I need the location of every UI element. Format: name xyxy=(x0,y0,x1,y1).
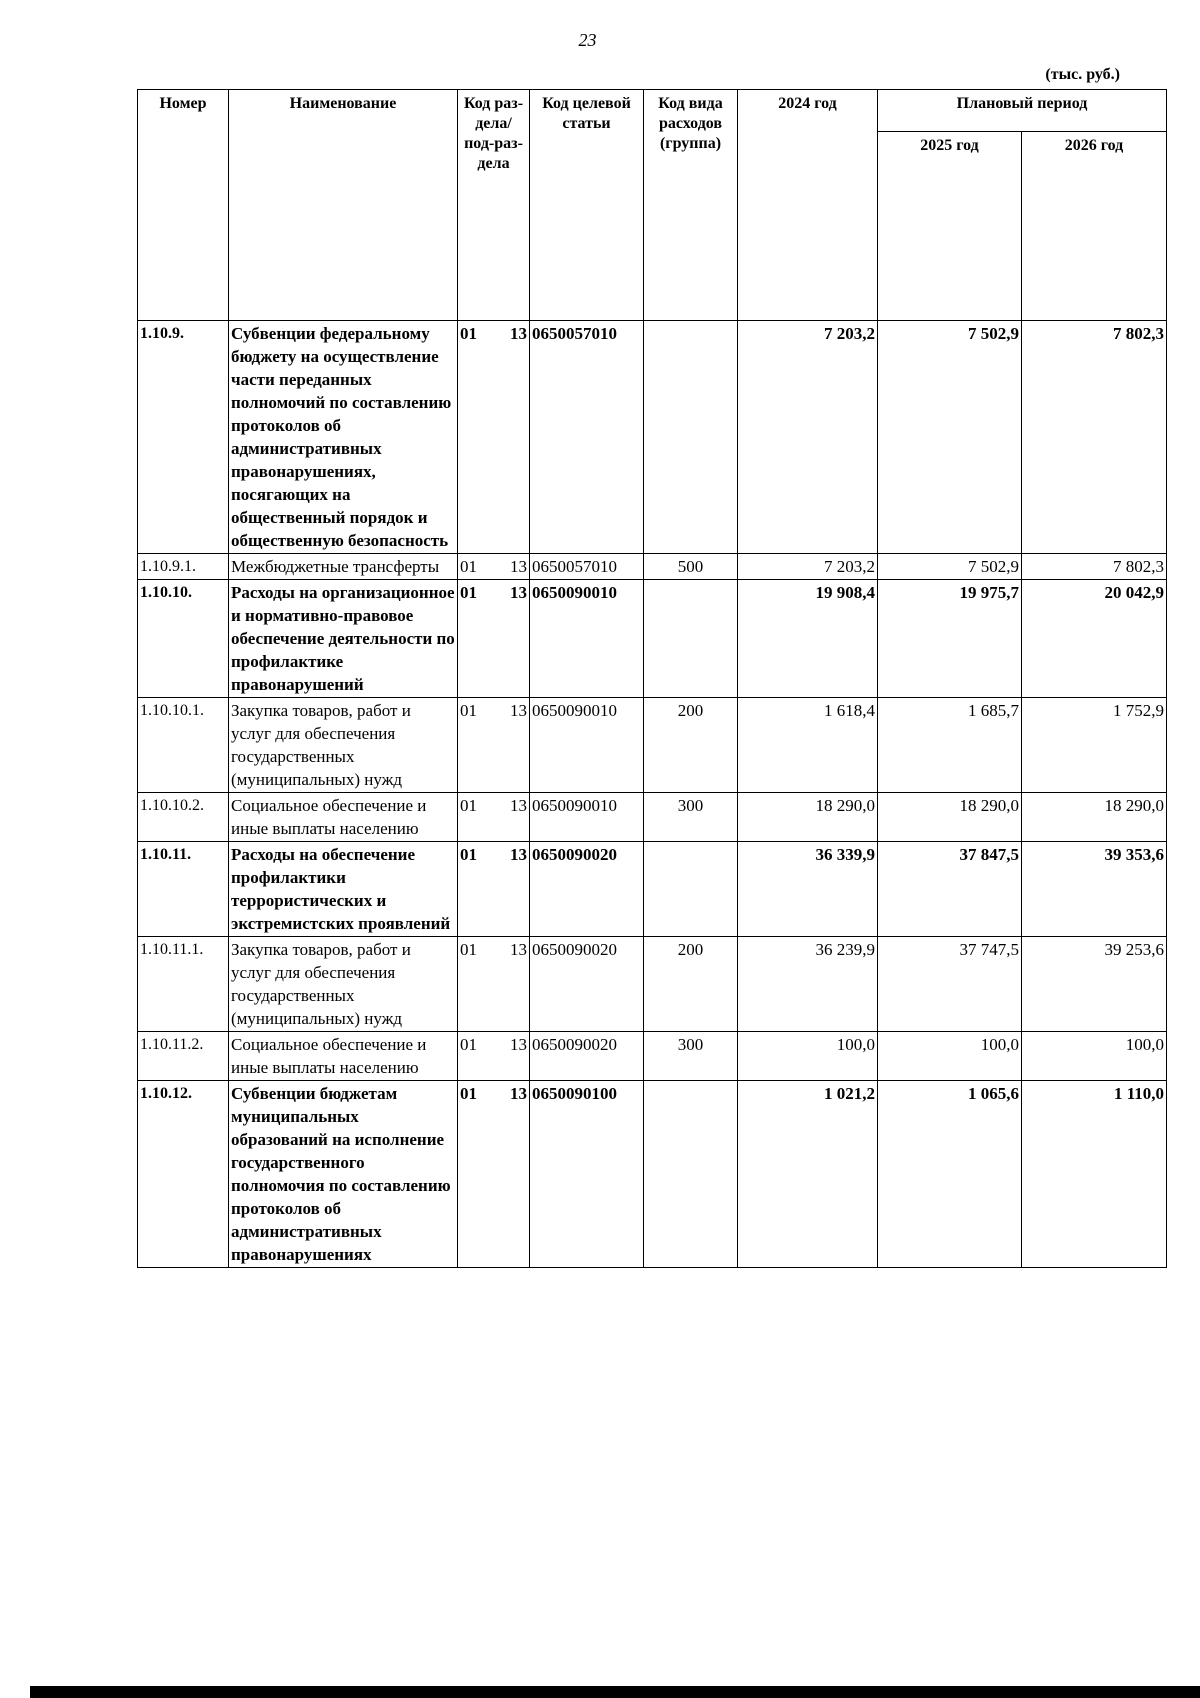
row-razdel: 01 xyxy=(460,940,477,959)
budget-table xyxy=(137,89,1167,1268)
row-amount-2025: 1 065,6 xyxy=(878,1081,1022,1268)
row-amount-2026: 39 253,6 xyxy=(1022,937,1167,1032)
header-number: Номер xyxy=(138,90,229,321)
row-number: 1.10.11.1. xyxy=(138,937,229,1032)
row-section-code xyxy=(458,1081,530,1268)
row-name: Закупка товаров, работ и услуг для обеспечения государственных (муниципальных) нужд xyxy=(229,937,458,1032)
header-row xyxy=(138,90,1167,132)
row-number: 1.10.10. xyxy=(138,580,229,698)
row-section-code xyxy=(458,842,530,937)
table-row xyxy=(138,937,1167,1032)
row-target-code: 0650090010 xyxy=(530,698,644,793)
row-amount-2025: 37 847,5 xyxy=(878,842,1022,937)
row-expense-type: 300 xyxy=(644,1032,738,1081)
table-row xyxy=(138,321,1167,554)
row-amount-2025: 19 975,7 xyxy=(878,580,1022,698)
row-expense-type xyxy=(644,580,738,698)
row-amount-2026: 39 353,6 xyxy=(1022,842,1167,937)
row-expense-type xyxy=(644,321,738,554)
row-razdel: 01 xyxy=(460,796,477,815)
header-year-2024: 2024 год xyxy=(738,90,878,321)
page-number: 23 xyxy=(578,30,597,50)
row-target-code: 0650090020 xyxy=(530,842,644,937)
row-amount-2024: 1 021,2 xyxy=(738,1081,878,1268)
row-razdel: 01 xyxy=(460,1084,477,1103)
row-amount-2026: 100,0 xyxy=(1022,1032,1167,1081)
row-amount-2024: 36 339,9 xyxy=(738,842,878,937)
row-section-code xyxy=(458,698,530,793)
scan-edge-bar xyxy=(30,1686,1200,1698)
row-number: 1.10.9. xyxy=(138,321,229,554)
row-podrazdel: 13 xyxy=(510,1035,527,1054)
row-amount-2024: 100,0 xyxy=(738,1032,878,1081)
row-target-code: 0650057010 xyxy=(530,321,644,554)
row-section-code xyxy=(458,1032,530,1081)
row-section-code xyxy=(458,321,530,554)
row-amount-2025: 18 290,0 xyxy=(878,793,1022,842)
row-amount-2026: 20 042,9 xyxy=(1022,580,1167,698)
row-section-code xyxy=(458,580,530,698)
row-podrazdel: 13 xyxy=(510,583,527,602)
header-name: Наименование xyxy=(229,90,458,321)
row-expense-type: 500 xyxy=(644,554,738,580)
row-expense-type: 200 xyxy=(644,937,738,1032)
row-amount-2025: 7 502,9 xyxy=(878,321,1022,554)
row-amount-2024: 7 203,2 xyxy=(738,554,878,580)
row-target-code: 0650057010 xyxy=(530,554,644,580)
row-section-code xyxy=(458,793,530,842)
row-number: 1.10.10.1. xyxy=(138,698,229,793)
header-expense-type: Код вида расходов (группа) xyxy=(644,90,738,321)
row-amount-2024: 36 239,9 xyxy=(738,937,878,1032)
row-expense-type: 200 xyxy=(644,698,738,793)
units-label: (тыс. руб.) xyxy=(1045,66,1120,83)
row-name: Расходы на обеспечение профилактики террористических и экстремистских проявлений xyxy=(229,842,458,937)
row-amount-2025: 37 747,5 xyxy=(878,937,1022,1032)
row-podrazdel: 13 xyxy=(510,324,527,343)
row-razdel: 01 xyxy=(460,1035,477,1054)
row-podrazdel: 13 xyxy=(510,557,527,576)
row-podrazdel: 13 xyxy=(510,1084,527,1103)
row-name: Межбюджетные трансферты xyxy=(229,554,458,580)
row-amount-2025: 7 502,9 xyxy=(878,554,1022,580)
table-body xyxy=(138,321,1167,1268)
row-expense-type: 300 xyxy=(644,793,738,842)
row-amount-2024: 19 908,4 xyxy=(738,580,878,698)
table-row xyxy=(138,793,1167,842)
header-planned-period: Плановый период xyxy=(878,90,1167,132)
row-name: Субвенции бюджетам муниципальных образований на исполнение государственного полномочия по составлению протоколов об административных правонарушениях xyxy=(229,1081,458,1268)
header-year-2026: 2026 год xyxy=(1022,131,1167,320)
row-razdel: 01 xyxy=(460,701,477,720)
row-amount-2026: 1 110,0 xyxy=(1022,1081,1167,1268)
row-target-code: 0650090010 xyxy=(530,793,644,842)
row-podrazdel: 13 xyxy=(510,845,527,864)
row-name: Социальное обеспечение и иные выплаты населению xyxy=(229,1032,458,1081)
row-expense-type xyxy=(644,1081,738,1268)
header-target-code: Код целевой статьи xyxy=(530,90,644,321)
table-row xyxy=(138,580,1167,698)
row-podrazdel: 13 xyxy=(510,701,527,720)
header-year-2025: 2025 год xyxy=(878,131,1022,320)
row-section-code xyxy=(458,554,530,580)
row-amount-2025: 100,0 xyxy=(878,1032,1022,1081)
row-amount-2025: 1 685,7 xyxy=(878,698,1022,793)
row-amount-2026: 7 802,3 xyxy=(1022,321,1167,554)
row-number: 1.10.9.1. xyxy=(138,554,229,580)
row-target-code: 0650090100 xyxy=(530,1081,644,1268)
row-amount-2026: 1 752,9 xyxy=(1022,698,1167,793)
row-target-code: 0650090010 xyxy=(530,580,644,698)
row-name: Закупка товаров, работ и услуг для обеспечения государственных (муниципальных) нужд xyxy=(229,698,458,793)
row-name: Социальное обеспечение и иные выплаты населению xyxy=(229,793,458,842)
row-amount-2026: 18 290,0 xyxy=(1022,793,1167,842)
row-target-code: 0650090020 xyxy=(530,937,644,1032)
row-amount-2024: 7 203,2 xyxy=(738,321,878,554)
row-amount-2026: 7 802,3 xyxy=(1022,554,1167,580)
row-name: Расходы на организационное и нормативно-правовое обеспечение деятельности по профилактике правонарушений xyxy=(229,580,458,698)
row-razdel: 01 xyxy=(460,845,477,864)
row-number: 1.10.11.2. xyxy=(138,1032,229,1081)
row-section-code xyxy=(458,937,530,1032)
table-row xyxy=(138,842,1167,937)
row-target-code: 0650090020 xyxy=(530,1032,644,1081)
row-razdel: 01 xyxy=(460,583,477,602)
header-section-code: Код раз-дела/ под-раз-дела xyxy=(458,90,530,321)
row-razdel: 01 xyxy=(460,324,477,343)
row-podrazdel: 13 xyxy=(510,796,527,815)
table-row xyxy=(138,1081,1167,1268)
row-razdel: 01 xyxy=(460,557,477,576)
row-number: 1.10.10.2. xyxy=(138,793,229,842)
table-row xyxy=(138,698,1167,793)
row-amount-2024: 1 618,4 xyxy=(738,698,878,793)
row-expense-type xyxy=(644,842,738,937)
row-amount-2024: 18 290,0 xyxy=(738,793,878,842)
table-row xyxy=(138,1032,1167,1081)
row-number: 1.10.11. xyxy=(138,842,229,937)
table-row xyxy=(138,554,1167,580)
row-podrazdel: 13 xyxy=(510,940,527,959)
row-name: Субвенции федеральному бюджету на осуществление части переданных полномочий по составлению протоколов об административных правонарушениях, посягающих на общественный порядок и общественную безопасность xyxy=(229,321,458,554)
row-number: 1.10.12. xyxy=(138,1081,229,1268)
